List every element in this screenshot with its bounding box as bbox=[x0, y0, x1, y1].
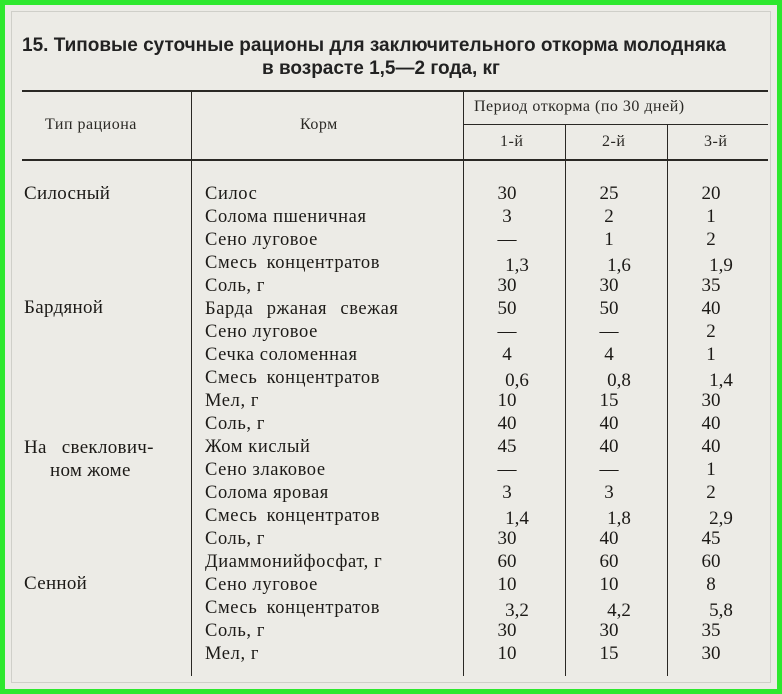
header-period-3: 3-й bbox=[704, 133, 728, 150]
value-cell-p2: 40 bbox=[599, 436, 619, 457]
value-cell-p2: 40 bbox=[599, 413, 619, 434]
header-period-1: 1-й bbox=[500, 133, 524, 150]
value-cell-p1: 3 bbox=[502, 206, 512, 227]
title-line-2: в возрасте 1,5—2 года, кг bbox=[262, 58, 500, 79]
value-cell-p1: — bbox=[497, 459, 517, 480]
value-cell-p3: 45 bbox=[701, 528, 721, 549]
value-cell-p3: 60 bbox=[701, 551, 721, 572]
value-cell-p2: 3 bbox=[604, 482, 614, 503]
value-cell-p3: 5,8 bbox=[709, 600, 733, 621]
feed-cell: Сечка соломенная bbox=[205, 345, 358, 365]
feed-cell: Соль, г bbox=[205, 414, 266, 434]
value-cell-p3: 35 bbox=[701, 620, 721, 641]
value-cell-p2: 4,2 bbox=[607, 600, 631, 621]
value-cell-p1: 10 bbox=[497, 643, 517, 664]
ration-type-beet-pulp-line-1: На свеклович- bbox=[24, 437, 154, 458]
value-cell-p1: 50 bbox=[497, 298, 517, 319]
divider-p2-p3 bbox=[667, 125, 668, 676]
ration-type-beet-pulp-line-2: ном жоме bbox=[50, 460, 131, 481]
feed-cell: Сено луговое bbox=[205, 322, 318, 342]
value-cell-p2: — bbox=[599, 321, 619, 342]
value-cell-p3: 35 bbox=[701, 275, 721, 296]
value-cell-p3: 2 bbox=[706, 321, 716, 342]
value-cell-p3: 1 bbox=[706, 459, 716, 480]
value-cell-p1: 3 bbox=[502, 482, 512, 503]
value-cell-p1: 3,2 bbox=[505, 600, 529, 621]
value-cell-p3: 20 bbox=[701, 183, 721, 204]
value-cell-p1: 30 bbox=[497, 528, 517, 549]
header-type: Тип рациона bbox=[45, 116, 137, 133]
value-cell-p2: 1,8 bbox=[607, 508, 631, 529]
value-cell-p3: 40 bbox=[701, 436, 721, 457]
feed-cell: Смесь концентратов bbox=[205, 598, 381, 618]
value-cell-p1: 4 bbox=[502, 344, 512, 365]
value-cell-p1: 0,6 bbox=[505, 370, 529, 391]
value-cell-p1: 30 bbox=[497, 183, 517, 204]
header-period-2: 2-й bbox=[602, 133, 626, 150]
value-cell-p3: 2 bbox=[706, 482, 716, 503]
header-bottom-rule bbox=[22, 159, 768, 161]
value-cell-p2: 30 bbox=[599, 275, 619, 296]
divider-type-feed bbox=[191, 91, 192, 676]
feed-cell: Смесь концентратов bbox=[205, 368, 381, 388]
value-cell-p2: 15 bbox=[599, 643, 619, 664]
feed-cell: Соль, г bbox=[205, 621, 266, 641]
value-cell-p2: 60 bbox=[599, 551, 619, 572]
value-cell-p1: 40 bbox=[497, 413, 517, 434]
header-period: Период откорма (по 30 дней) bbox=[474, 98, 685, 115]
value-cell-p2: 1 bbox=[604, 229, 614, 250]
feed-cell: Солома пшеничная bbox=[205, 207, 367, 227]
divider-p1-p2 bbox=[565, 125, 566, 676]
value-cell-p1: 10 bbox=[497, 390, 517, 411]
value-cell-p1: 30 bbox=[497, 620, 517, 641]
value-cell-p3: 2,9 bbox=[709, 508, 733, 529]
value-cell-p3: 1,4 bbox=[709, 370, 733, 391]
value-cell-p1: 10 bbox=[497, 574, 517, 595]
feed-cell: Мел, г bbox=[205, 391, 260, 411]
value-cell-p2: 10 bbox=[599, 574, 619, 595]
value-cell-p1: 1,3 bbox=[505, 255, 529, 276]
value-cell-p2: — bbox=[599, 459, 619, 480]
ration-type-hay: Сенной bbox=[24, 573, 88, 594]
table-top-rule bbox=[22, 90, 768, 92]
value-cell-p1: 45 bbox=[497, 436, 517, 457]
feed-cell: Соль, г bbox=[205, 276, 266, 296]
value-cell-p1: 1,4 bbox=[505, 508, 529, 529]
header-feed: Корм bbox=[300, 116, 338, 133]
value-cell-p2: 40 bbox=[599, 528, 619, 549]
value-cell-p3: 1 bbox=[706, 344, 716, 365]
feed-cell: Жом кислый bbox=[205, 437, 311, 457]
feed-cell: Силос bbox=[205, 184, 258, 204]
value-cell-p1: 30 bbox=[497, 275, 517, 296]
value-cell-p2: 25 bbox=[599, 183, 619, 204]
value-cell-p2: 2 bbox=[604, 206, 614, 227]
value-cell-p2: 30 bbox=[599, 620, 619, 641]
value-cell-p3: 30 bbox=[701, 643, 721, 664]
feed-cell: Смесь концентратов bbox=[205, 506, 381, 526]
table-title bbox=[22, 34, 772, 80]
ration-type-silage: Силосный bbox=[24, 183, 111, 204]
title-line-1: 15. Типовые суточные рационы для заключительного откорма молодняка bbox=[22, 35, 726, 56]
feed-cell: Сено луговое bbox=[205, 230, 318, 250]
feed-cell: Мел, г bbox=[205, 644, 260, 664]
feed-cell: Смесь концентратов bbox=[205, 253, 381, 273]
value-cell-p3: 1,9 bbox=[709, 255, 733, 276]
value-cell-p1: — bbox=[497, 321, 517, 342]
feed-cell: Сено злаковое bbox=[205, 460, 326, 480]
feed-cell: Солома яровая bbox=[205, 483, 329, 503]
value-cell-p2: 15 bbox=[599, 390, 619, 411]
feed-cell: Сено луговое bbox=[205, 575, 318, 595]
value-cell-p2: 50 bbox=[599, 298, 619, 319]
value-cell-p2: 4 bbox=[604, 344, 614, 365]
value-cell-p3: 30 bbox=[701, 390, 721, 411]
value-cell-p3: 40 bbox=[701, 298, 721, 319]
divider-feed-p1 bbox=[463, 91, 464, 676]
value-cell-p2: 0,8 bbox=[607, 370, 631, 391]
value-cell-p3: 40 bbox=[701, 413, 721, 434]
value-cell-p1: — bbox=[497, 229, 517, 250]
value-cell-p3: 1 bbox=[706, 206, 716, 227]
value-cell-p3: 8 bbox=[706, 574, 716, 595]
value-cell-p2: 1,6 bbox=[607, 255, 631, 276]
value-cell-p1: 60 bbox=[497, 551, 517, 572]
feed-cell: Диаммонийфосфат, г bbox=[205, 552, 383, 572]
period-subheader-rule bbox=[463, 124, 768, 125]
feed-cell: Барда ржаная свежая bbox=[205, 299, 399, 319]
feed-cell: Соль, г bbox=[205, 529, 266, 549]
value-cell-p3: 2 bbox=[706, 229, 716, 250]
ration-type-stillage: Бардяной bbox=[24, 297, 104, 318]
